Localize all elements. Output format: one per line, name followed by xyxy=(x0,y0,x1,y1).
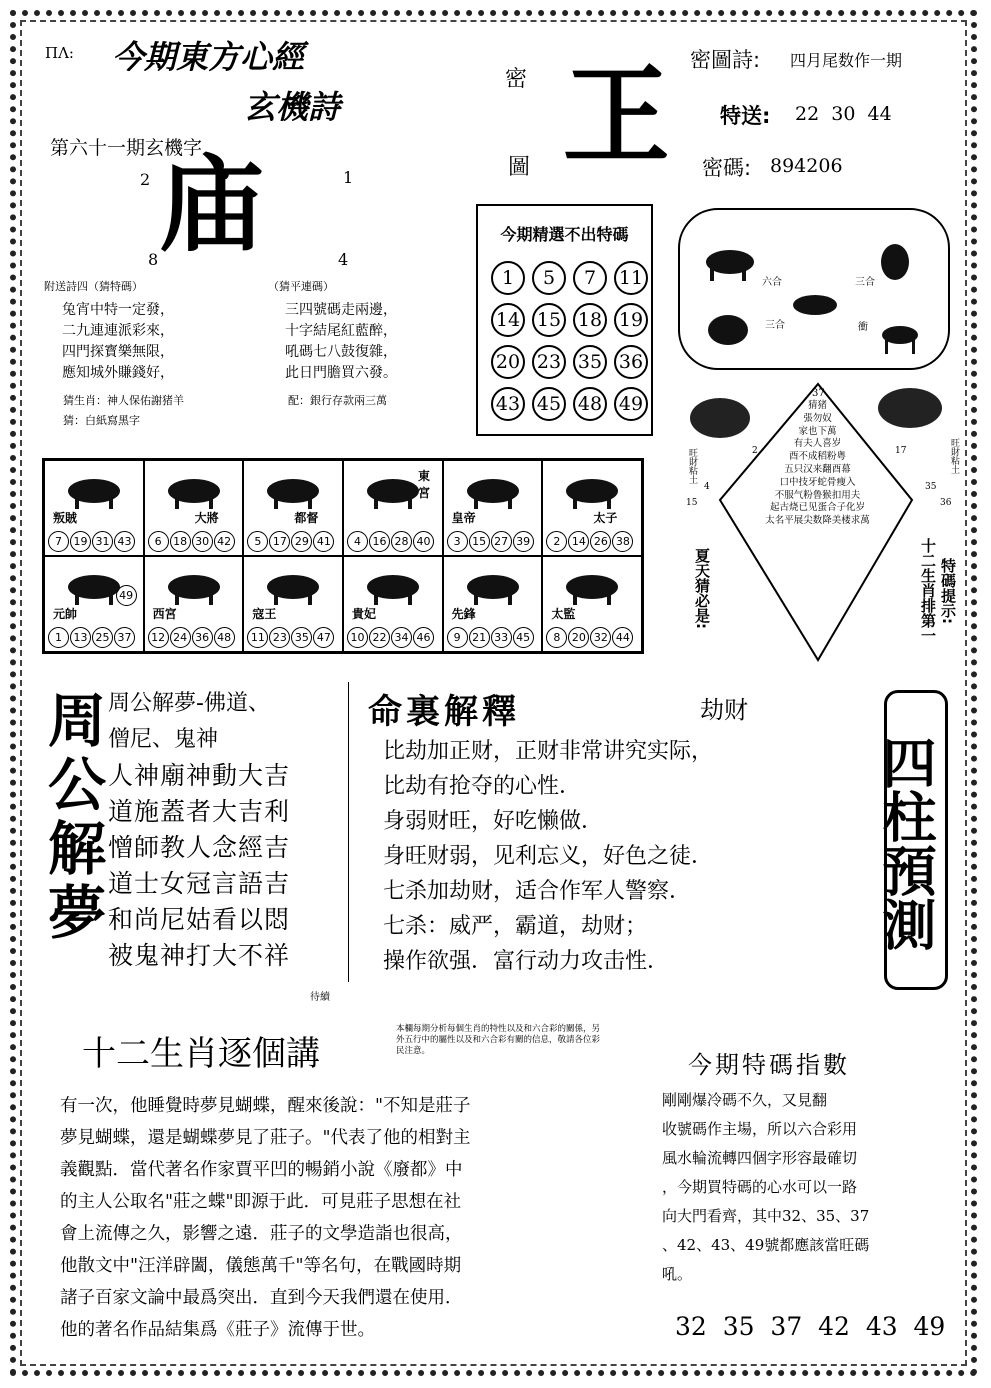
zodiac-number: 46 xyxy=(413,627,434,648)
zodiac-number: 47 xyxy=(313,627,334,648)
side-num-2: 17 xyxy=(895,446,907,456)
zodiac-name: 西宮 xyxy=(152,607,177,621)
pyramid-poem xyxy=(735,400,900,528)
zodiac-name: 東宮 xyxy=(417,469,430,500)
zodiac-number: 22 xyxy=(369,627,390,648)
zodiac-number: 34 xyxy=(391,627,412,648)
zodiac-number: 2 xyxy=(546,531,567,552)
cat-icon xyxy=(59,469,129,511)
label-liuhe: 六合 xyxy=(762,277,782,288)
pyramid-note-3: 特碼提示: xyxy=(939,558,957,624)
pyramid-line: 家也下萬 xyxy=(798,425,837,437)
grid-ball: 1 xyxy=(491,261,525,295)
side-num-6: 36 xyxy=(940,498,952,508)
zodiac-name: 太子 xyxy=(593,511,618,525)
index-text xyxy=(662,1086,962,1289)
zodiac-number: 31 xyxy=(92,531,113,552)
zodiac-number: 41 xyxy=(313,531,334,552)
corner-num-bl: 8 xyxy=(148,250,159,269)
zodiac-number: 23 xyxy=(269,627,290,648)
zodiac-number: 26 xyxy=(590,531,611,552)
pyramid-note-2: 十二生肖排第一 xyxy=(919,538,937,643)
pyramid-top-num: 37 xyxy=(812,388,825,399)
zodiac-cell xyxy=(144,460,244,556)
dream-continue: 待續 xyxy=(310,992,330,1003)
story-line: 夢見蝴蝶，還是蝴蝶夢見了莊子。"代表了他的相對主 xyxy=(60,1128,471,1148)
zodiac-name: 大將 xyxy=(194,511,219,525)
pig-icon xyxy=(557,565,627,607)
zodiac-cell xyxy=(44,460,144,556)
poem-right-caption: （猜平連碼） xyxy=(268,280,334,293)
zodiac-number: 36 xyxy=(192,627,213,648)
dream-head-1: 周公解夢-佛道、 xyxy=(108,691,270,716)
story-title: 十二生肖逐個講 xyxy=(82,1034,320,1074)
sizhu-title: 四柱預測 xyxy=(884,690,948,990)
rat-icon xyxy=(793,295,837,315)
zodiac-number: 12 xyxy=(148,627,169,648)
fate-line: 比劫有抢夺的心性． xyxy=(383,774,582,799)
label-sanhe-2: 三合 xyxy=(765,320,785,331)
side-num-1: 2 xyxy=(752,446,758,456)
grid-ball: 20 xyxy=(491,345,525,379)
ox-icon xyxy=(159,469,229,511)
zodiac-cell xyxy=(144,556,244,652)
dream-line: 人神廟神動大吉 xyxy=(108,761,291,790)
zodiac-number: 15 xyxy=(469,531,490,552)
dream-line: 道施蓋者大吉利 xyxy=(108,797,291,826)
corner-num-tr: 1 xyxy=(343,168,354,187)
zodiac-numbers xyxy=(447,627,534,648)
fate-subtitle: 劫财 xyxy=(700,696,748,724)
animals-art xyxy=(680,210,948,368)
zodiac-number: 20 xyxy=(568,627,589,648)
rooster-icon xyxy=(358,565,428,607)
zodiac-number: 19 xyxy=(70,531,91,552)
dragon-icon xyxy=(708,315,748,345)
pyramid-line: 酉不成稻粉粤 xyxy=(788,451,846,463)
story-line: 諸子百家文論中最爲突出．直到今天我們還在使用． xyxy=(60,1288,463,1308)
poem-line: 四門探寳樂無限， xyxy=(62,344,174,360)
story-line: 他散文中"汪洋辟闔，儀態萬千"等名句，在戰國時期 xyxy=(60,1256,462,1276)
ox-leg xyxy=(742,265,746,281)
tu-label: 圖 xyxy=(508,155,531,180)
code-label: 密碼: xyxy=(702,156,752,180)
guess-char: 猜：白紙寫黑字 xyxy=(63,414,140,427)
zodiac-cell xyxy=(542,556,642,652)
zodiac-number: 9 xyxy=(447,627,468,648)
poem-label: 密圖詩: xyxy=(690,48,761,72)
zodiac-cell xyxy=(343,556,443,652)
grid-ball: 35 xyxy=(573,345,607,379)
zodiac-number: 16 xyxy=(369,531,390,552)
special-numbers: 22 30 44 xyxy=(795,103,892,125)
index-line: 吼。 xyxy=(662,1265,693,1283)
poem-line: 三四號碼走兩邊， xyxy=(285,302,397,318)
zodiac-name: 元帥 xyxy=(53,607,78,621)
zodiac-number: 48 xyxy=(214,627,235,648)
zodiac-number: 35 xyxy=(291,627,312,648)
zodiac-number: 3 xyxy=(447,531,468,552)
grid-ball: 49 xyxy=(614,387,648,421)
poem-right xyxy=(285,300,475,384)
monkey-icon xyxy=(258,565,328,607)
story-line: 他的著名作品結集爲《莊子》流傳于世。 xyxy=(60,1320,375,1340)
zodiac-number: 30 xyxy=(192,531,213,552)
index-line: 風水輪流轉四個字形容最確切 xyxy=(662,1149,858,1167)
zodiac-number: 43 xyxy=(114,531,135,552)
zodiac-numbers xyxy=(48,531,135,552)
fate-line: 身旺财弱，见利忘义，好色之徒． xyxy=(383,844,714,869)
grid-ball: 18 xyxy=(573,303,607,337)
zodiac-numbers xyxy=(347,531,434,552)
zodiac-numbers xyxy=(546,531,633,552)
zodiac-number: 45 xyxy=(513,627,534,648)
poem-line: 十字結尾紅藍醉， xyxy=(285,323,397,339)
dream-line: 憎師教人念經吉 xyxy=(108,833,291,862)
fate-line: 身弱财旺，好吃懒做． xyxy=(383,809,604,834)
dream-side-title: 周公解夢 xyxy=(38,690,106,946)
title-line-1: 今期東方心經 xyxy=(112,38,305,76)
pyramid-right-label: 旺財粘土 xyxy=(949,438,959,474)
pyramid-line: 有夫人喜岁 xyxy=(793,438,842,450)
zodiac-number: 14 xyxy=(568,531,589,552)
zodiac-number: 24 xyxy=(170,627,191,648)
grid-ball: 43 xyxy=(491,387,525,421)
dream-line: 被鬼神打大不祥 xyxy=(108,941,291,970)
zodiac-name: 太監 xyxy=(551,607,576,621)
zodiac-numbers xyxy=(447,531,534,552)
grid-ball: 45 xyxy=(532,387,566,421)
mi-label: 密 xyxy=(505,67,528,92)
story-line: 會上流傳之久，影響之遠．莊子的文學造詣也很高， xyxy=(60,1224,463,1244)
guess-zodiac: 猜生肖：神人保佑謝猪羊 xyxy=(63,394,184,407)
no-special-grid xyxy=(476,204,653,436)
zodiac-number: 4 xyxy=(347,531,368,552)
grid-ball: 36 xyxy=(614,345,648,379)
index-line: 收號碼作主場，所以六合彩用 xyxy=(662,1120,858,1138)
pyramid-line: 猜猪 xyxy=(807,400,827,411)
corner-num-br: 4 xyxy=(338,250,349,269)
issue-caption: 第六十一期玄機字 xyxy=(50,137,203,159)
fate-line: 七杀：威严，霸道，劫财； xyxy=(383,914,648,939)
zodiac-number: 13 xyxy=(70,627,91,648)
index-line: 向大門看齊，其中32、35、37 xyxy=(662,1207,870,1225)
zodiac-name: 皇帝 xyxy=(451,511,476,525)
zodiac-numbers xyxy=(347,627,434,648)
zodiac-number: 44 xyxy=(612,627,633,648)
dream-lines xyxy=(108,758,348,974)
corner-label: ΠΛ: xyxy=(45,44,74,62)
side-num-5: 15 xyxy=(686,498,698,508)
ox-leg xyxy=(710,265,714,281)
story-line: 的主人公取名"莊之蝶"即源于此．可見莊子思想在社 xyxy=(60,1192,462,1212)
dream-head-2: 僧尼、鬼神 xyxy=(108,727,219,752)
zodiac-numbers xyxy=(247,531,334,552)
grid-ball: 19 xyxy=(614,303,648,337)
poem-left xyxy=(62,300,262,384)
zodiac-number: 33 xyxy=(491,627,512,648)
zodiac-number: 10 xyxy=(347,627,368,648)
grid-ball: 5 xyxy=(532,261,566,295)
pyramid-panel xyxy=(680,378,970,663)
zodiac-number: 25 xyxy=(92,627,113,648)
dream-line: 道士女冠言語吉 xyxy=(108,869,291,898)
zodiac-number: 7 xyxy=(48,531,69,552)
zodiac-number: 5 xyxy=(247,531,268,552)
guess-right: 配：銀行存款兩三萬 xyxy=(288,394,387,407)
zodiac-extra-number: 49 xyxy=(116,585,137,606)
grid-balls xyxy=(491,261,651,421)
grid-ball: 15 xyxy=(532,303,566,337)
zodiac-cell xyxy=(243,556,343,652)
zodiac-number: 21 xyxy=(469,627,490,648)
special-label: 特送: xyxy=(720,104,771,128)
zodiac-cell xyxy=(443,556,543,652)
dream-line: 和尚尼姑看以悶 xyxy=(108,905,291,934)
side-num-4: 35 xyxy=(925,482,937,492)
side-num-3: 4 xyxy=(704,482,710,492)
story-body xyxy=(60,1090,650,1346)
divider-fate xyxy=(348,682,349,982)
pyramid-line: 起古烧已见蛋合子化岁 xyxy=(769,502,865,514)
zodiac-cell xyxy=(542,460,642,556)
poem-line: 吼碼七八鼓復雜， xyxy=(285,344,397,360)
zodiac-name: 叛賊 xyxy=(53,511,78,525)
dragon-icon xyxy=(458,469,528,511)
zodiac-numbers xyxy=(48,627,135,648)
story-line: 義觀點．當代著名作家賈平凹的暢銷小說《廢都》中 xyxy=(60,1160,463,1180)
zodiac-number: 1 xyxy=(48,627,69,648)
poem-line: 應知城外賺錢好， xyxy=(62,365,174,381)
zodiac-name: 寇王 xyxy=(252,607,277,621)
zodiac-cell xyxy=(44,556,144,652)
fate-line: 比劫加正财，正财非常讲究实际， xyxy=(383,739,714,764)
grid-ball: 7 xyxy=(573,261,607,295)
poem-line: 二九連連派彩來， xyxy=(62,323,174,339)
poem-left-caption: 附送詩四（猜特碼） xyxy=(44,280,143,293)
index-numbers: 32 35 37 42 43 49 xyxy=(675,1312,946,1341)
poem-value: 四月尾数作一期 xyxy=(790,51,903,70)
zodiac-number: 27 xyxy=(491,531,512,552)
zodiac-cell xyxy=(343,460,443,556)
grid-ball: 11 xyxy=(614,261,648,295)
zodiac-number: 32 xyxy=(590,627,611,648)
zodiac-name: 貴妃 xyxy=(351,607,376,621)
index-line: ，今期買特碼的心水可以一路 xyxy=(662,1178,858,1196)
corner-num-tl: 2 xyxy=(140,170,151,189)
zodiac-cell xyxy=(243,460,343,556)
zodiac-number: 38 xyxy=(612,531,633,552)
label-chong: 衝 xyxy=(858,322,868,333)
pyramid-line: 五只汉来翻酉幕 xyxy=(784,463,851,475)
zodiac-numbers xyxy=(546,627,633,648)
zodiac-number: 40 xyxy=(413,531,434,552)
fate-line: 操作欲强．富行动力攻击性． xyxy=(383,949,670,974)
grid-ball: 48 xyxy=(573,387,607,421)
grid-title: 今期精選不出特碼 xyxy=(500,225,629,244)
zodiac-name: 先鋒 xyxy=(451,607,476,621)
index-line: 、42、43、49號都應該當旺碼 xyxy=(662,1236,870,1254)
zodiac-numbers xyxy=(148,627,235,648)
zodiac-name: 都督 xyxy=(294,511,319,525)
pyramid-left-label: 旺財粘土 xyxy=(687,448,697,484)
poem-line: 此日門膽買六發。 xyxy=(285,365,397,381)
pyramid-line: 太名平展尖数降美楼求萬 xyxy=(765,515,870,527)
zodiac-cell xyxy=(443,460,543,556)
mitu-glyph: 㠪 xyxy=(562,53,671,179)
pyramid-note-1: 夏天猜必是: xyxy=(693,548,711,629)
zodiac-number: 39 xyxy=(513,531,534,552)
main-character: 庙 xyxy=(160,143,265,266)
dog-icon xyxy=(458,565,528,607)
goat-icon xyxy=(159,565,229,607)
zodiac-numbers xyxy=(148,531,235,552)
pyramid-line: 張勿奴 xyxy=(803,412,832,424)
snake-icon xyxy=(557,469,627,511)
monkey-icon xyxy=(881,244,909,280)
fate-title: 命裏解釋 xyxy=(368,692,520,732)
story-note: 本欄每期分析每個生肖的特性以及和六合彩的關係，另外五行中的屬性以及和六合彩有關的信息，敬請各位彩民注意。 xyxy=(396,1024,601,1056)
grid-ball: 14 xyxy=(491,303,525,337)
index-title: 今期特碼指數 xyxy=(688,1051,850,1079)
zodiac-number: 17 xyxy=(269,531,290,552)
index-line: 剛剛爆冷碼不久，又見翻 xyxy=(662,1091,828,1109)
zodiac-number: 6 xyxy=(148,531,169,552)
label-sanhe-1: 三合 xyxy=(855,277,875,288)
animals-panel xyxy=(678,208,950,370)
title-line-2: 玄機詩 xyxy=(244,88,341,126)
pyramid-line: 不服气粉鲁猴扣用夫 xyxy=(774,489,861,501)
zodiac-number: 42 xyxy=(214,531,235,552)
fate-lines xyxy=(383,734,853,979)
zodiac-number: 37 xyxy=(114,627,135,648)
zodiac-number: 28 xyxy=(391,531,412,552)
fate-line: 七杀加劫财，适合作军人警察． xyxy=(383,879,692,904)
story-line: 有一次，他睡覺時夢見蝴蝶，醒來後說："不知是莊子 xyxy=(60,1096,471,1116)
grid-ball: 23 xyxy=(532,345,566,379)
zodiac-number: 8 xyxy=(546,627,567,648)
code-value: 894206 xyxy=(770,155,843,177)
zodiac-number: 29 xyxy=(291,531,312,552)
pyramid-line: 口中技牙蛇骨瘦入 xyxy=(779,476,856,488)
zodiac-table xyxy=(42,458,644,654)
zodiac-number: 18 xyxy=(170,531,191,552)
tiger-icon xyxy=(258,469,328,511)
zodiac-numbers xyxy=(247,627,334,648)
poem-line: 兔宵中特一定發， xyxy=(62,302,174,318)
zodiac-number: 11 xyxy=(247,627,268,648)
